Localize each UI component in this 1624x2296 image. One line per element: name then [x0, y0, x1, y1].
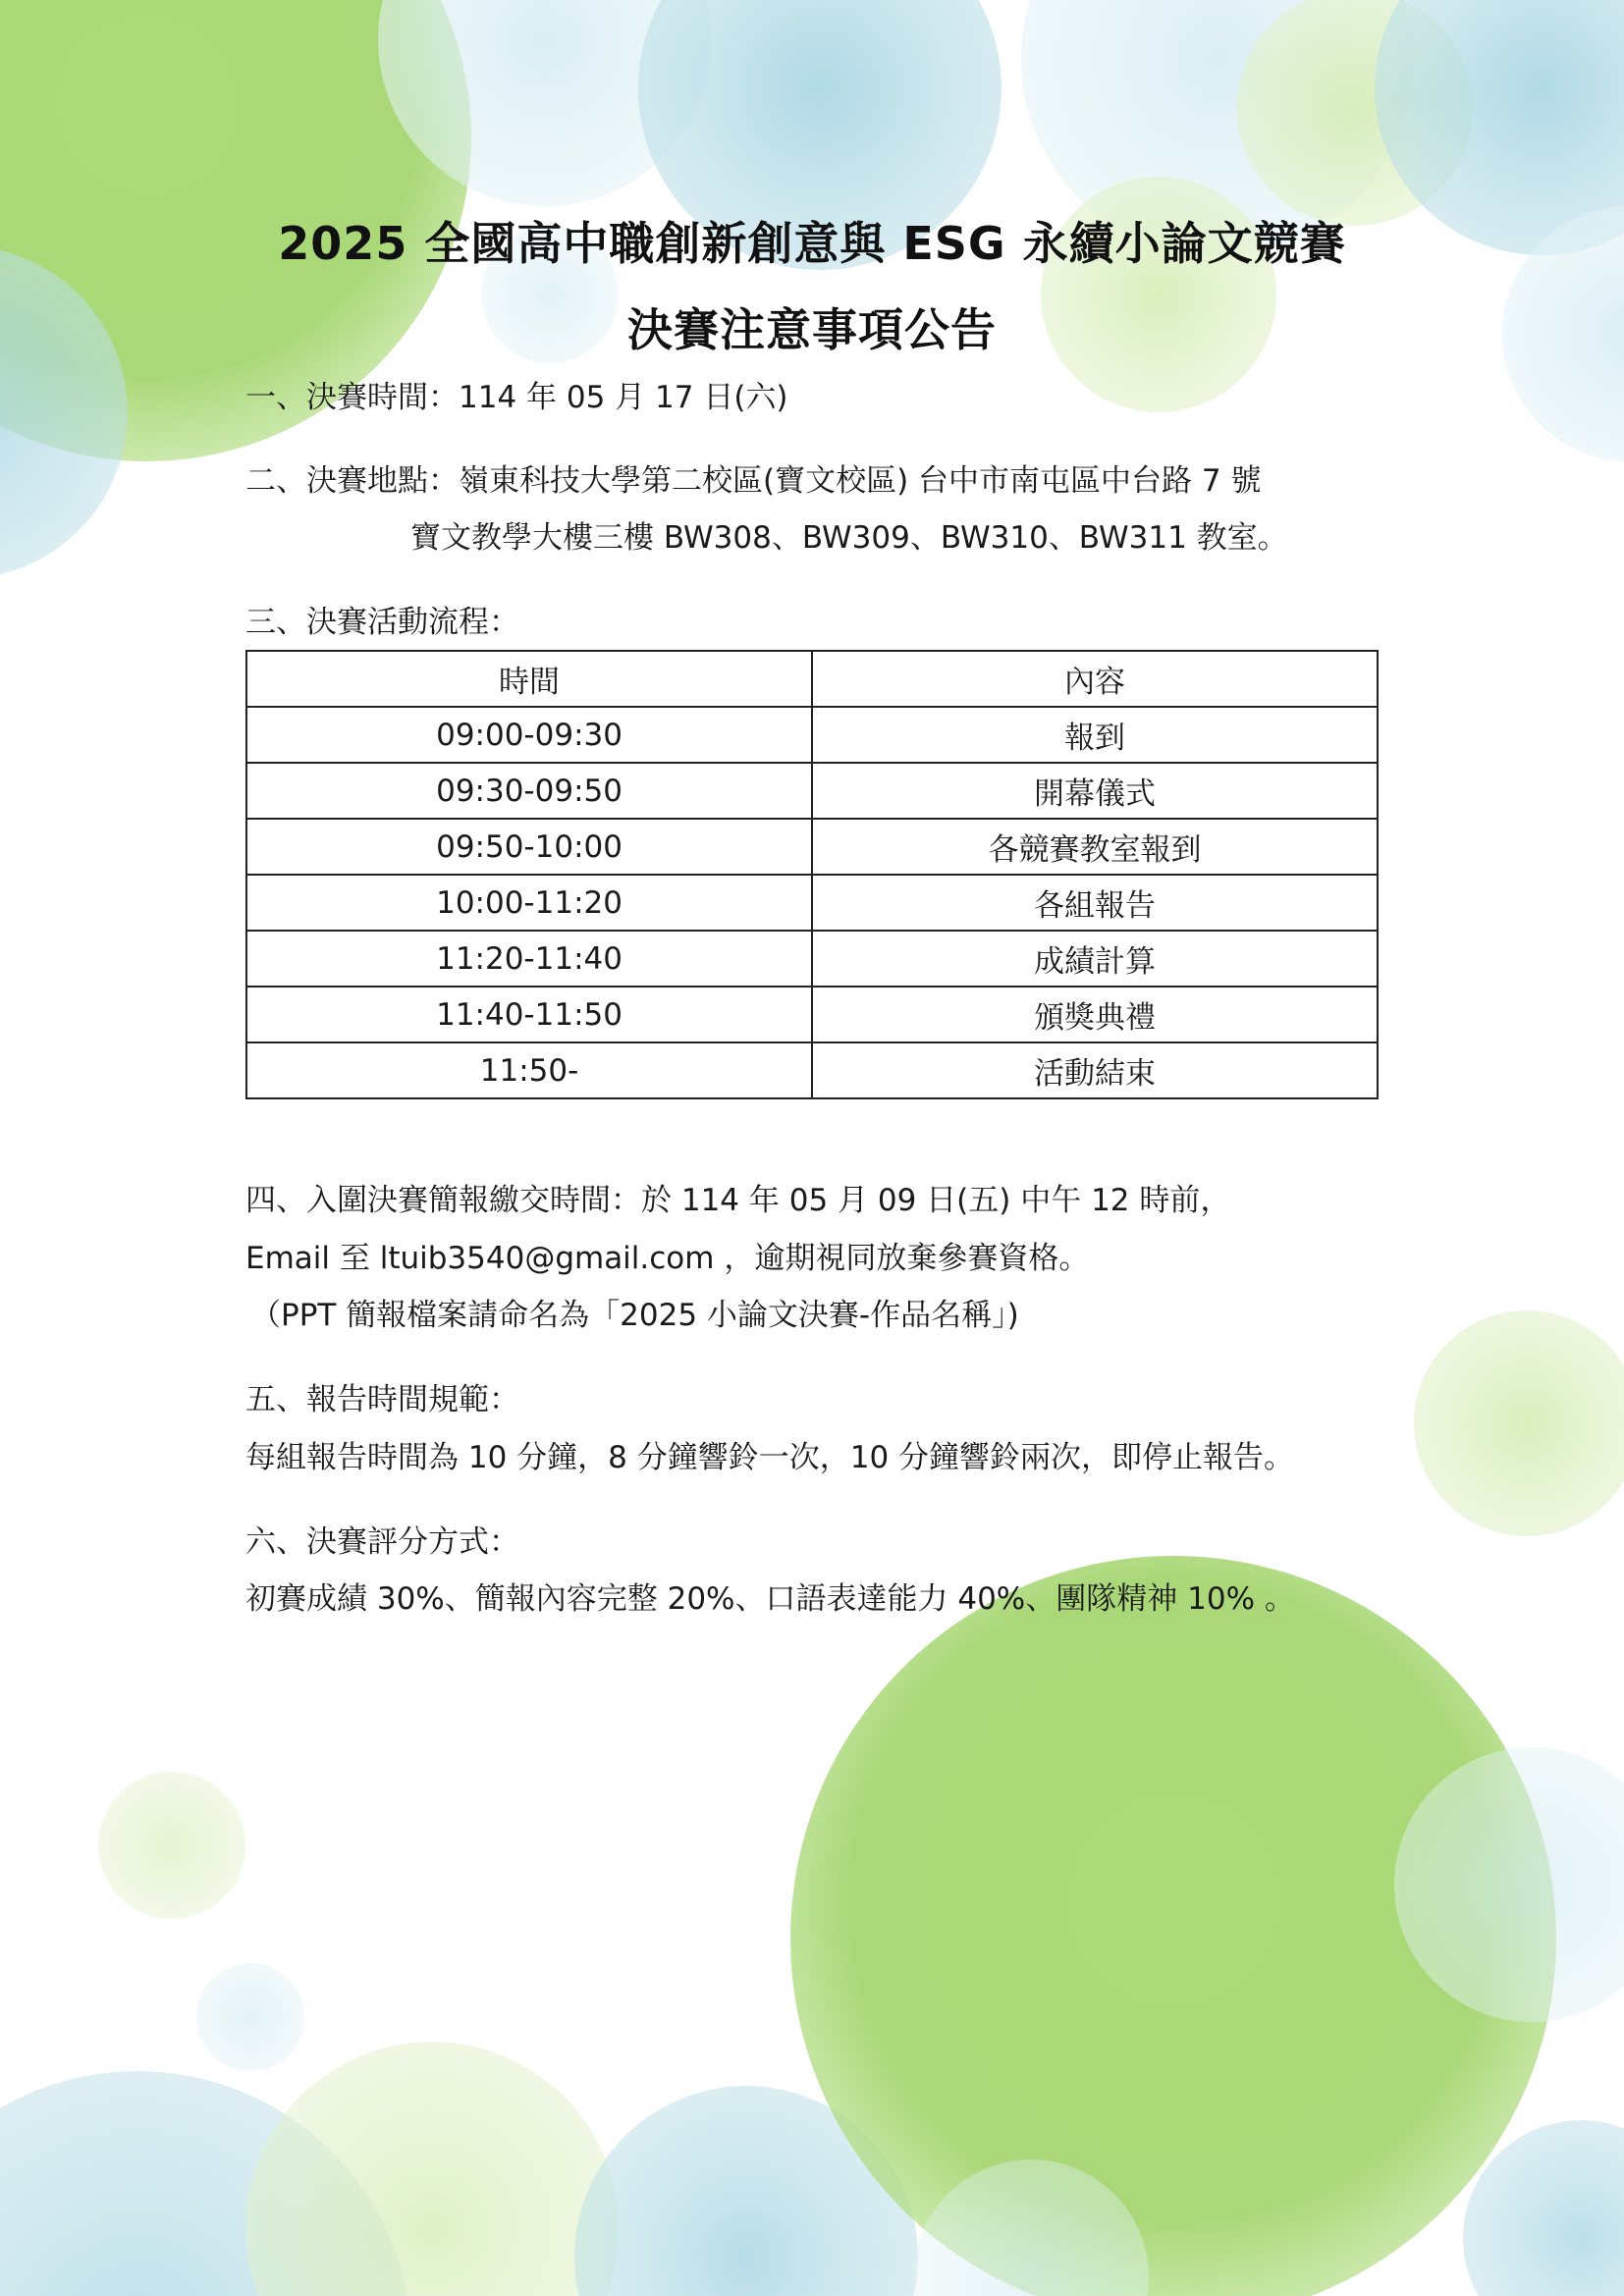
file-naming-note: （PPT 簡報檔案請命名為「2025 小論文決賽-作品名稱」)	[250, 1298, 1019, 1333]
content-cell: 各競賽教室報到	[812, 819, 1378, 875]
submission-email: Email 至 ltuib3540@gmail.com ，逾期視同放棄參賽資格。	[245, 1241, 1090, 1276]
report-rules-body: 每組報告時間為 10 分鐘，8 分鐘響鈴一次，10 分鐘響鈴兩次，即停止報告。	[245, 1440, 1295, 1475]
schedule-table	[245, 650, 1379, 1099]
table-row	[246, 819, 1378, 875]
content-cell: 頒獎典禮	[812, 987, 1378, 1042]
time-cell: 10:00-11:20	[246, 875, 812, 931]
main-title: 2025 全國高中職創新創意與 ESG 永續小論文競賽	[278, 217, 1346, 270]
time-cell: 11:50-	[246, 1042, 812, 1098]
time-cell: 09:50-10:00	[246, 819, 812, 875]
scoring-heading: 六、決賽評分方式：	[245, 1524, 519, 1560]
time-cell: 11:20-11:40	[246, 931, 812, 987]
table-row	[246, 875, 1378, 931]
table-row	[246, 763, 1378, 819]
time-cell: 09:30-09:50	[246, 763, 812, 819]
content-cell: 報到	[812, 707, 1378, 763]
sub-title: 決賽注意事項公告	[627, 303, 997, 356]
table-row	[246, 987, 1378, 1042]
final-time: 一、決賽時間：114 年 05 月 17 日(六)	[245, 380, 788, 415]
submission-deadline: 四、入圍決賽簡報繳交時間：於 114 年 05 月 09 日(五) 中午 12 時前，	[245, 1183, 1231, 1218]
final-location-rooms: 寶文教學大樓三樓 BW308、BW309、BW310、BW311 教室。	[410, 520, 1288, 556]
table-row	[246, 1042, 1378, 1098]
column-header-time: 時間	[246, 651, 812, 707]
final-location: 二、決賽地點：嶺東科技大學第二校區(寶文校區) 台中市南屯區中台路 7 號	[245, 463, 1262, 499]
content-cell: 各組報告	[812, 875, 1378, 931]
table-row	[246, 931, 1378, 987]
report-rules-heading: 五、報告時間規範：	[245, 1382, 519, 1417]
time-cell: 09:00-09:30	[246, 707, 812, 763]
column-header-content: 內容	[812, 651, 1378, 707]
table-row	[246, 707, 1378, 763]
time-cell: 11:40-11:50	[246, 987, 812, 1042]
content-cell: 開幕儀式	[812, 763, 1378, 819]
scoring-body: 初賽成績 30%、簡報內容完整 20%、口語表達能力 40%、團隊精神 10% 。	[245, 1581, 1295, 1617]
table-header-row	[246, 651, 1378, 707]
content-cell: 活動結束	[812, 1042, 1378, 1098]
content-cell: 成績計算	[812, 931, 1378, 987]
schedule-heading: 三、決賽活動流程：	[245, 605, 519, 640]
